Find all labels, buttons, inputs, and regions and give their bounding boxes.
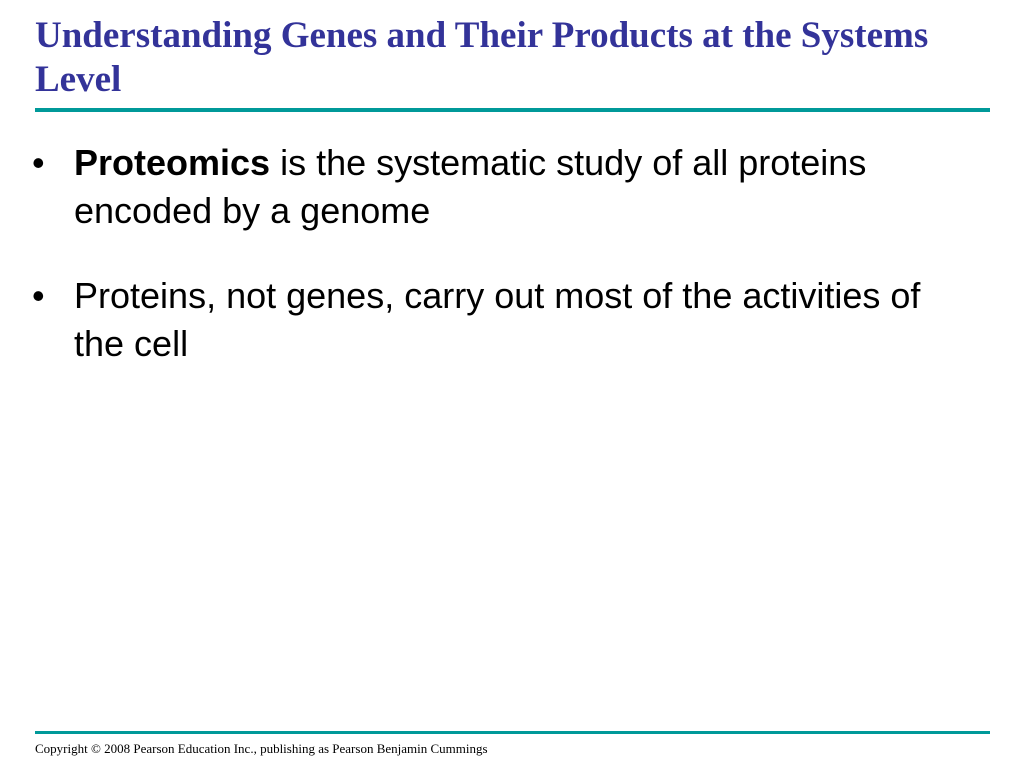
title-divider [35,108,990,112]
bullet-item-proteomics [32,139,962,235]
bullet-icon: • [32,142,45,183]
bullet-text: Proteins, not genes, carry out most of the activities of the cell [74,275,921,364]
footer-copyright: Copyright © 2008 Pearson Education Inc., publishing as Pearson Benjamin Cummings [35,741,488,756]
bullet-text: is the systematic study of all proteins encoded by a genome [74,142,867,231]
slide-title: Understanding Genes and Their Products at the Systems Level [35,15,929,100]
bullet-item-proteins [32,272,962,368]
footer-divider [35,731,990,734]
bullet-bold-term: Proteomics [74,142,271,183]
bullet-list [32,139,962,405]
bullet-icon: • [32,275,45,316]
